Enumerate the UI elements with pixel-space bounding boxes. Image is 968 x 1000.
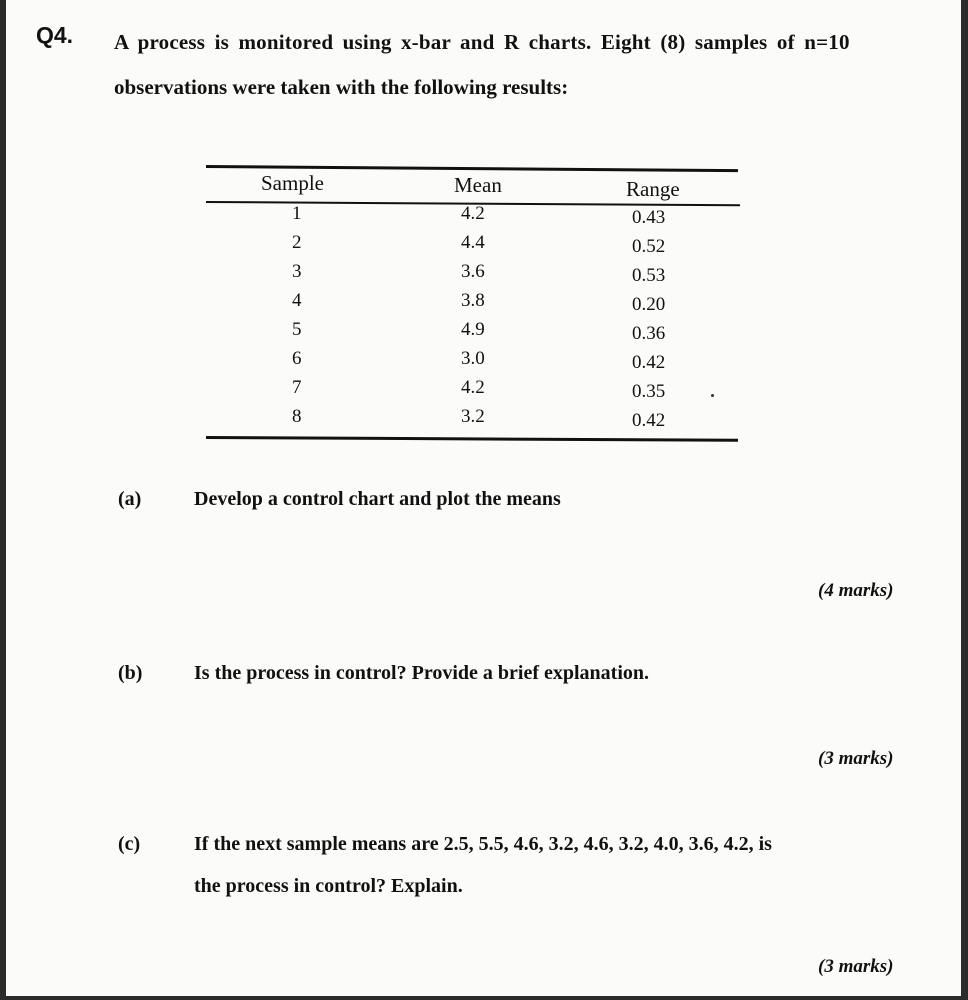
- cell-mean: 3.2: [461, 406, 485, 427]
- part-c-marks: (3 marks): [818, 956, 894, 977]
- table-bottom-rule: [206, 436, 738, 442]
- cell-sample: 2: [292, 232, 302, 253]
- cell-range: 0.43: [632, 207, 666, 228]
- part-c-text-line1: If the next sample means are 2.5, 5.5, 4.6, 3.2, 4.6, 3.2, 4.0, 3.6, 4.2, is: [194, 833, 772, 855]
- header-range: Range: [626, 177, 680, 201]
- table-row: [206, 377, 740, 406]
- cell-range: 0.53: [632, 265, 666, 286]
- part-b-marks: (3 marks): [818, 748, 894, 769]
- question-intro-line1: A process is monitored using x-bar and R charts. Eight (8) samples of n=10: [114, 30, 850, 54]
- table-row: [206, 203, 740, 232]
- cell-mean: 4.4: [461, 232, 485, 253]
- cell-sample: 5: [292, 319, 302, 340]
- question-number: Q4.: [36, 22, 74, 48]
- table-body: [206, 203, 740, 435]
- cell-mean: 3.6: [461, 261, 485, 282]
- cell-range: 0.35: [632, 381, 666, 402]
- stray-mark: [711, 394, 714, 397]
- table-row: [206, 348, 740, 377]
- table-row: [206, 290, 740, 319]
- table-row: [206, 406, 740, 435]
- cell-range: 0.36: [632, 323, 666, 344]
- cell-sample: 4: [292, 290, 302, 311]
- part-a-marks: (4 marks): [818, 580, 894, 601]
- cell-sample: 7: [292, 377, 302, 398]
- header-sample: Sample: [261, 171, 324, 195]
- cell-mean: 3.0: [461, 348, 485, 369]
- part-b-text: Is the process in control? Provide a brief explanation.: [194, 662, 649, 684]
- cell-range: 0.52: [632, 236, 666, 257]
- cell-sample: 3: [292, 261, 302, 282]
- cell-range: 0.42: [632, 352, 666, 373]
- samples-table: [206, 163, 740, 445]
- part-b-label: (b): [118, 662, 143, 684]
- cell-range: 0.20: [632, 294, 666, 315]
- part-c-text-line2: the process in control? Explain.: [194, 875, 463, 897]
- part-c-label: (c): [118, 833, 141, 855]
- question-intro-line2: observations were taken with the following results:: [114, 75, 569, 99]
- cell-sample: 6: [292, 348, 302, 369]
- question-sheet: [6, 0, 961, 996]
- cell-mean: 4.2: [461, 377, 485, 398]
- cell-range: 0.42: [632, 410, 666, 431]
- part-a-text: Develop a control chart and plot the means: [194, 488, 561, 510]
- cell-sample: 1: [292, 203, 302, 224]
- cell-mean: 4.9: [461, 319, 485, 340]
- cell-sample: 8: [292, 406, 302, 427]
- part-a-label: (a): [118, 488, 142, 510]
- header-mean: Mean: [454, 173, 502, 197]
- cell-mean: 4.2: [461, 203, 485, 224]
- table-row: [206, 232, 740, 261]
- table-row: [206, 261, 740, 290]
- cell-mean: 3.8: [461, 290, 485, 311]
- table-row: [206, 319, 740, 348]
